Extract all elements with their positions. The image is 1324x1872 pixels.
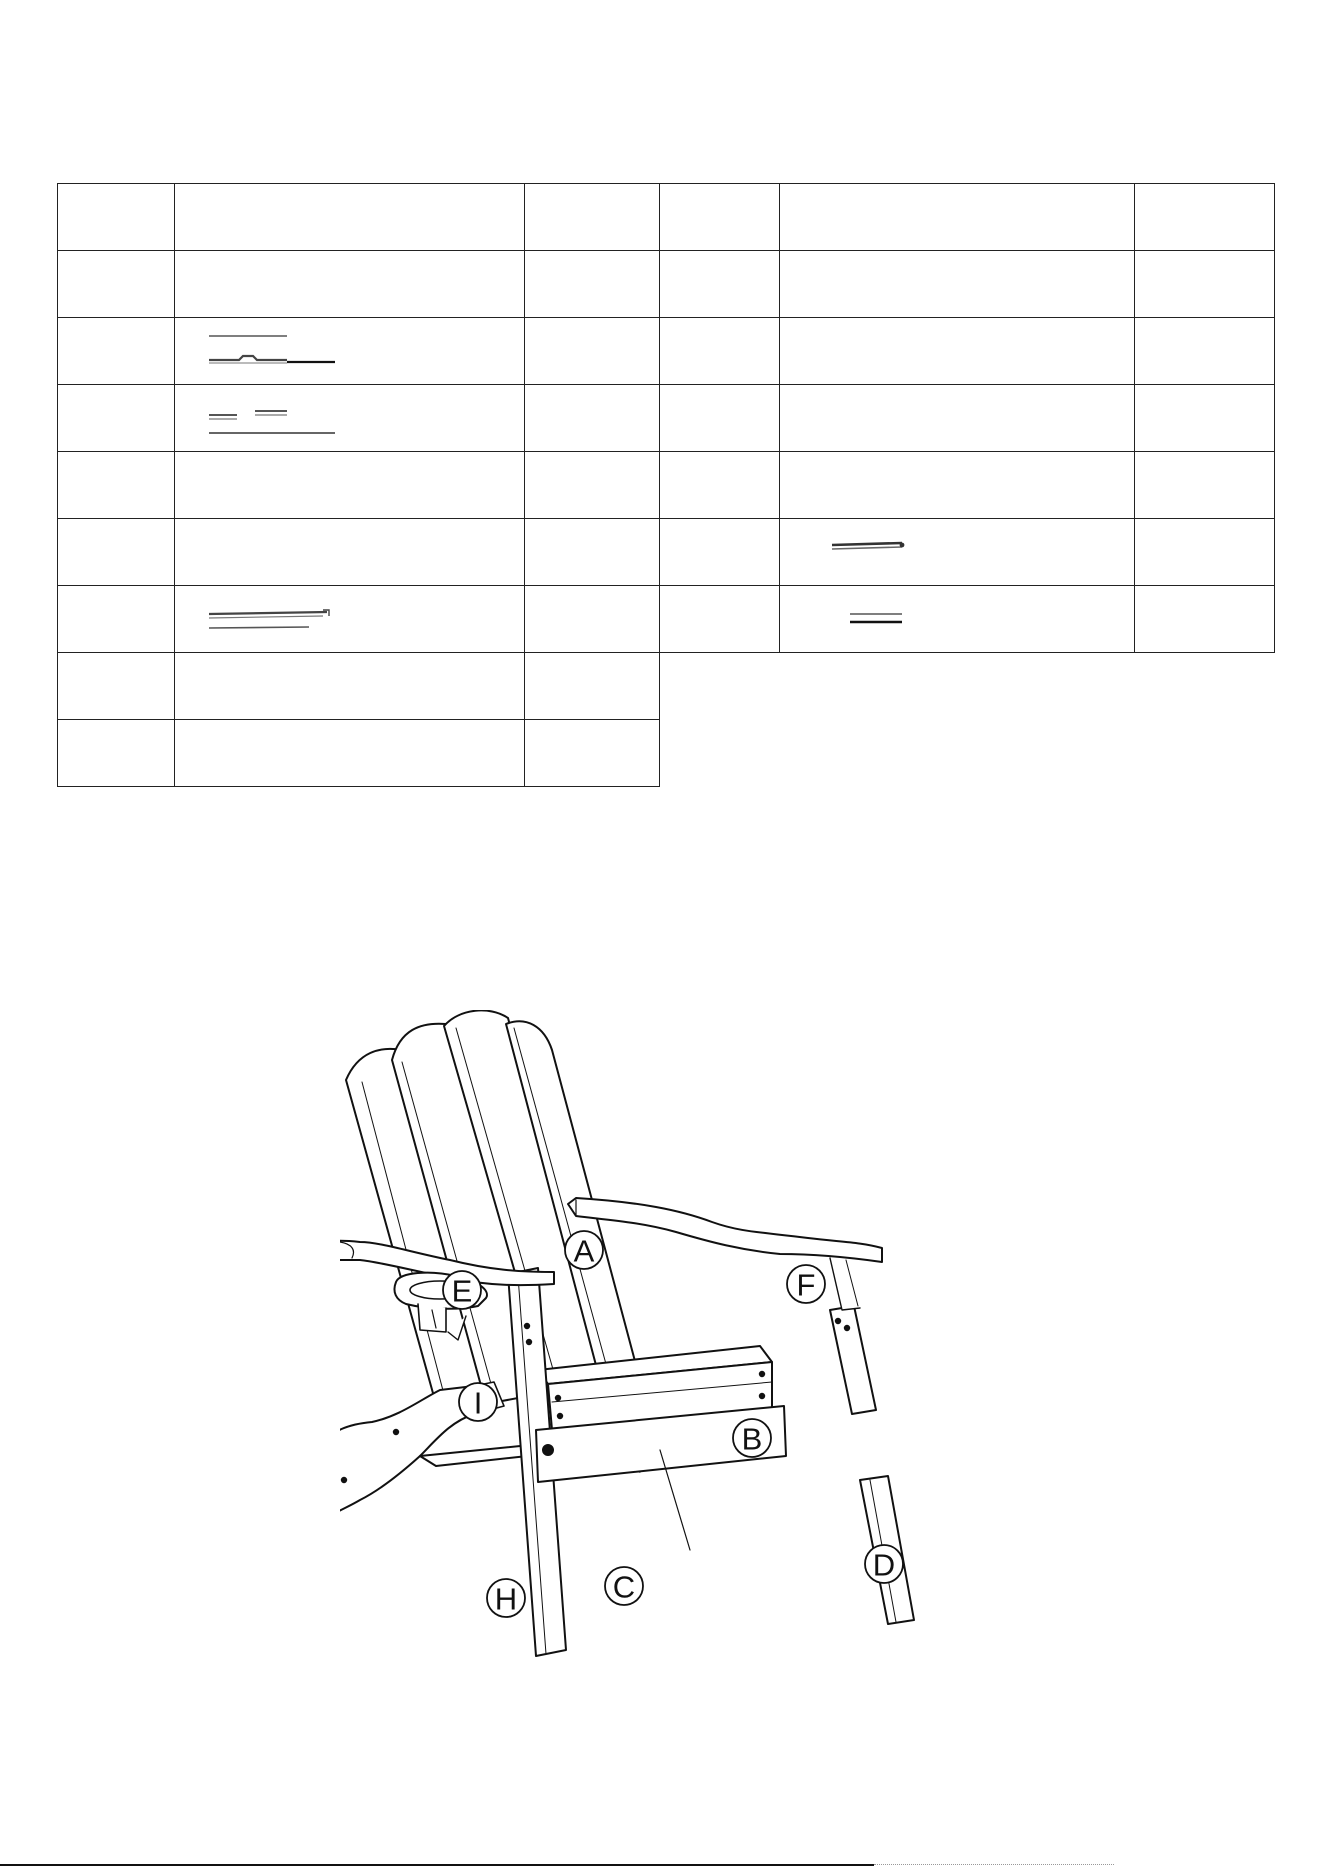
table-cell (780, 184, 1135, 251)
table-cell (58, 184, 175, 251)
table-cell (660, 586, 780, 653)
table-cell (1135, 385, 1275, 452)
table-cell (175, 653, 525, 720)
table-cell (660, 318, 780, 385)
svg-text:B: B (741, 1421, 763, 1457)
chair-diagram (340, 1010, 980, 1690)
table-cell (525, 385, 660, 452)
washer-nut-icon (209, 393, 349, 439)
table-row (58, 184, 1275, 251)
table-cell (525, 452, 660, 519)
table-cell (1135, 452, 1275, 519)
table-cell (660, 251, 780, 318)
callout-f (787, 1265, 825, 1303)
table-cell (175, 184, 525, 251)
table-cell (175, 318, 525, 385)
table-cell-empty (780, 720, 1135, 787)
part-f-right-armrest (568, 1198, 882, 1262)
callout-e (443, 1271, 481, 1309)
table-row (58, 251, 1275, 318)
table-cell (175, 385, 525, 452)
svg-text:I: I (473, 1385, 483, 1421)
table-cell (175, 720, 525, 787)
table-cell (525, 251, 660, 318)
callout-a (565, 1231, 603, 1269)
table-row (58, 586, 1275, 653)
table-cell (58, 385, 175, 452)
svg-text:E: E (451, 1273, 473, 1309)
long-bolt-icon (209, 594, 349, 640)
table-cell (780, 318, 1135, 385)
table-cell-empty (1135, 720, 1275, 787)
footer-rule (0, 1864, 874, 1866)
table-cell (58, 720, 175, 787)
table-row (58, 452, 1275, 519)
table-cell-empty (780, 653, 1135, 720)
callout-i (459, 1383, 497, 1421)
svg-text:F: F (796, 1267, 816, 1303)
table-cell (780, 385, 1135, 452)
callout-d (865, 1545, 903, 1583)
table-cell (58, 318, 175, 385)
table-cell (660, 385, 780, 452)
table-cell (1135, 184, 1275, 251)
svg-text:D: D (872, 1547, 896, 1583)
svg-text:C: C (612, 1569, 636, 1605)
table-cell (525, 184, 660, 251)
callout-h (487, 1579, 525, 1617)
table-row (58, 318, 1275, 385)
svg-text:A: A (573, 1233, 595, 1269)
table-cell (780, 586, 1135, 653)
table-cell (175, 519, 525, 586)
table-cell (58, 586, 175, 653)
table-cell (175, 452, 525, 519)
table-row (58, 720, 1275, 787)
callout-c (605, 1567, 643, 1605)
table-cell (58, 251, 175, 318)
table-cell (1135, 519, 1275, 586)
table-cell (525, 653, 660, 720)
bolt-icon (209, 326, 349, 372)
table-cell (780, 452, 1135, 519)
callout-b (733, 1419, 771, 1457)
table-cell (660, 184, 780, 251)
table-cell (1135, 586, 1275, 653)
table-cell (525, 519, 660, 586)
svg-text:H: H (494, 1581, 518, 1617)
table-cell (660, 519, 780, 586)
table-row (58, 653, 1275, 720)
chair-drawing (340, 1010, 980, 1690)
table-cell (58, 653, 175, 720)
table-cell-empty (660, 720, 780, 787)
table-cell (780, 251, 1135, 318)
table-row (58, 519, 1275, 586)
table-cell (1135, 318, 1275, 385)
short-rod-icon (830, 600, 950, 636)
table-cell (175, 586, 525, 653)
table-cell (525, 318, 660, 385)
table-cell (175, 251, 525, 318)
table-cell (58, 452, 175, 519)
table-cell (780, 519, 1135, 586)
table-row (58, 385, 1275, 452)
table-cell (660, 452, 780, 519)
table-cell-empty (660, 653, 780, 720)
table-cell (525, 586, 660, 653)
table-cell-empty (1135, 653, 1275, 720)
footer-rule-faint (874, 1864, 1114, 1865)
parts-table (57, 183, 1275, 787)
table-cell (525, 720, 660, 787)
table-cell (58, 519, 175, 586)
table-cell (1135, 251, 1275, 318)
rod-icon (830, 533, 950, 569)
